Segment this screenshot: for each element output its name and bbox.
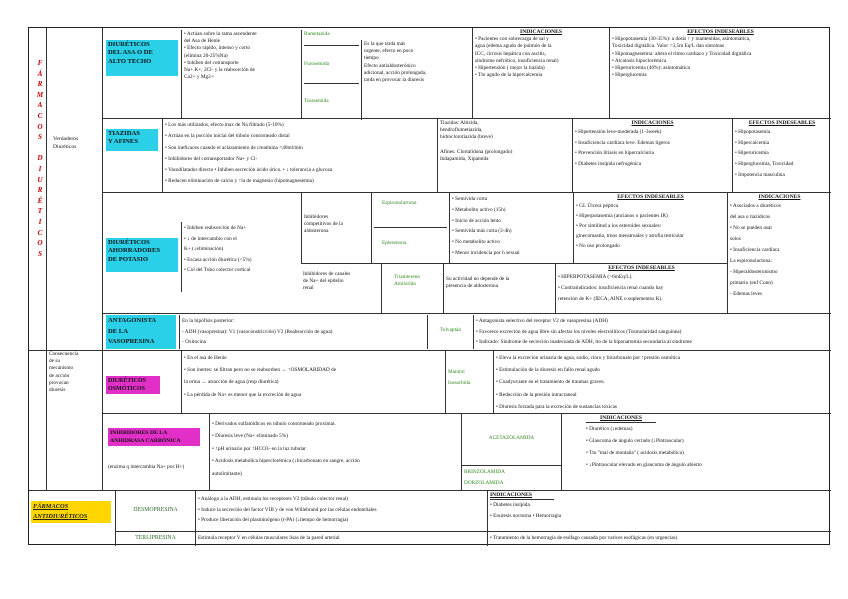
desmopressin-indications-title: INDICACIONES: [490, 492, 554, 500]
potassium-sparing-name: [106, 238, 178, 272]
mechanism-line: (elimina 20-25%Na): [184, 52, 228, 59]
drug-torasemide: Torasemida: [304, 98, 329, 104]
side-title-letter: F: [37, 59, 43, 67]
true-diuretics-label: Verdaderos Diuréticos: [53, 136, 79, 150]
note-line: Su actividad no depende de la: [446, 276, 510, 282]
mechanism-line: • Son ineficaces cuando el aclaramiento de creatinina <40ml/min: [165, 144, 303, 151]
drug-acetazolamide: ACETAZOLAMIDA: [461, 414, 561, 465]
mechanism-line: - Oxitocina: [182, 339, 206, 346]
note-line: adicional, acción prolongada,: [364, 69, 427, 76]
side-title-letter: [35, 143, 45, 154]
thiazide-adverse-title: EFECTOS INDESEABLES: [748, 120, 816, 126]
mechanism-line: del Asa de Henle: [184, 38, 221, 45]
mechanism-line: • Inhiben del cotransporte: [184, 59, 239, 66]
thiazide-indications-title: INDICACIONES: [631, 120, 674, 126]
mechanism-line: • Actúan en la porción inicial del túbulo contorneado distal: [165, 133, 290, 140]
loop-notes: [361, 40, 457, 120]
antidiuretics-title-line: FÁRMACOS: [33, 503, 69, 510]
indication-line: • Eleva la excreción urinaria de agua, sodio, cloro y bicarbonato por ↑presión osmótica: [496, 355, 681, 361]
ps-adverse-list: [576, 201, 725, 251]
adverse-effect-line: Toxicidad digitálica. Valor <3,5m Eq/L dan síntomas: [612, 43, 725, 50]
mechanism-line: • Col del Tubo colector cortical: [184, 267, 251, 274]
indication-line: • Diabetes insípida: [490, 502, 530, 509]
adverse-effect-line: • No uso prolongado: [576, 243, 620, 250]
vasopressin-mechanism: [179, 315, 427, 349]
ps-name-line: AHORRADORES: [108, 247, 161, 255]
adverse-effect-line: • Impotencia masculina: [735, 171, 785, 178]
side-title-cell: [29, 28, 47, 490]
ps-indications-title: INDICACIONES: [758, 194, 801, 200]
indication-line: primario (enf Conn): [730, 280, 773, 287]
indication-line: La espironolactona:: [730, 258, 772, 265]
thiazides-name: [106, 129, 158, 151]
loop-adverse: [609, 28, 831, 118]
mechanism-line: • Produce liberación del plasminógeno (t-PA) (↓tiempo de hemorragia): [198, 517, 349, 524]
adverse-effect-line: • Hiperglucemia: [612, 72, 647, 79]
terlipressin-mechanism: Estimula receptor V en células musculares lisas de la pared arterial: [195, 531, 487, 546]
carbonic-anhydrase-name: [108, 428, 200, 446]
loop-name-line: DIURÉTICOS: [108, 41, 150, 48]
adverse-effect-line: • Por similitud a los esteroides sexuales:: [576, 223, 662, 230]
indication-line: • Antagonista selectivo del receptor V2 de vasopresina (ADH): [476, 318, 608, 324]
drug-line: Indapamida, Xipamida: [440, 156, 489, 163]
indication-line: • Insuficiencia cardíaca: [730, 247, 780, 254]
true-diuretics-cell: [47, 28, 103, 350]
mechanism-line: • Vasodilatador directo • Inhiben secreción ácido úrico. • ↓ tolerancia a glucosa: [165, 167, 333, 174]
loop-mechanism: [181, 30, 301, 118]
indication-line: • Diabetes insípida nefrogénica: [575, 160, 642, 167]
adverse-effect-line: • Contraindicados: insuficiencia renal cuando hay: [558, 285, 664, 292]
potassium-sparing-mechanism: [181, 222, 301, 292]
drug-terlipressin: TERLIPRESINA: [115, 531, 195, 546]
mechanism-line: Ca2+ y Mg2+: [184, 74, 214, 81]
mechanism-line: • En el asa de Henle: [184, 355, 227, 361]
carbonic-anhydrase-mechanism: [209, 414, 461, 490]
vasopressin-indications: [473, 315, 831, 349]
side-title-letter: A: [37, 101, 43, 110]
thiazide-name-line: Y AFINES: [108, 138, 138, 146]
drug-spironolactone: Espironolactona: [374, 194, 447, 228]
drug-brinzolamide: BRINZOLAMIDA: [464, 469, 505, 475]
ac-indications-title: INDICACIONES: [586, 415, 656, 423]
drug-line: hidroclorotiazida (breve): [440, 134, 493, 141]
group-line: renal: [303, 285, 314, 292]
thiazide-name-line: TIAZIDAS: [108, 130, 140, 137]
adverse-effect-line: • Hiperglucemia, Toxicidad: [735, 160, 794, 167]
adverse-effect-line: • HIPERPOTASEMIA (>6mEq/L).: [558, 274, 633, 281]
adh-name-line: DE LA: [108, 327, 128, 335]
mechanism-line: la orina → atracción de agua (resp diurética): [184, 379, 279, 386]
adverse-effect-line: ginecomastia, trnos menstruales y atrofia testicular: [576, 233, 684, 240]
side-title-letter: R: [37, 80, 43, 89]
adverse-effect-line: • Hiperuricemia (40%): asintomática: [612, 65, 690, 72]
thiazides-adverse: [732, 119, 831, 192]
osm-name-line: OSMÓTICOS: [108, 386, 146, 393]
pharmacology-table: [28, 27, 830, 545]
loop-name-line: DEL ASA O DE: [108, 49, 153, 57]
sodium-channel-inhibitors: [301, 263, 381, 313]
side-title-letter: T: [37, 207, 43, 216]
ps-name-line: DIURÉTICOS: [108, 239, 150, 246]
loop-indications: [472, 28, 609, 118]
ps-name-line: DE POTASIO: [108, 255, 148, 263]
desmopressin-indications-list: [490, 500, 829, 521]
note-line: urgente, efecto en poco: [364, 48, 414, 55]
group-line: Inhibidores de canales: [303, 271, 351, 277]
note-line: • Metabolito activo (15h): [452, 206, 506, 213]
side-title: [35, 58, 45, 259]
indication-line: • Asociados a diuréticos: [730, 203, 781, 210]
mechanism-line: En la hipófisis posterior:: [182, 318, 235, 324]
sodium-channel-note: [443, 263, 555, 313]
ac-name-line: INHIBIDORES DE LA: [110, 430, 168, 436]
potassium-sparing-indications: [727, 193, 831, 313]
loop-indications-list: [475, 36, 607, 79]
indication-line: - Edemas leves: [730, 291, 763, 298]
ps-adverse-title: EFECTOS INDESEABLES: [617, 194, 684, 200]
mechanism-line: • Los más utilizados, efecto max de Na filtrado (5-10%): [165, 122, 284, 128]
antidiuretics-title-line: ANTIDIURÉTICOS: [33, 512, 88, 520]
side-title-letter: O: [37, 122, 43, 131]
indication-line: ICC, cirrosis hepática con ascitis,: [475, 50, 546, 57]
side-title-letter: I: [38, 164, 42, 173]
note-line: presencia de aldosterona: [446, 283, 499, 290]
mechanism-line: • Escasa acción diurética (<5%): [184, 256, 252, 263]
note-line: tarda en provocar la diuresis: [364, 77, 425, 84]
thiazide-adverse-list: [735, 127, 829, 180]
desmopressin-indications: [487, 491, 831, 531]
side-title-letter: Á: [37, 69, 43, 78]
description-line: mecanismo: [49, 365, 74, 372]
note-line: Efecto antialdosterónico: [364, 62, 416, 69]
loop-name-line: ALTO TECHO: [108, 57, 152, 65]
sodium-channel-adverse: [555, 263, 727, 313]
mechanism-line: Na+ K+, 2Cl- y la reabsorción de: [184, 67, 255, 74]
loop-diuretics-name: [106, 40, 178, 76]
indication-line: • Reducción de la presión intracraneal: [496, 391, 577, 398]
osmotic-description: [47, 350, 103, 490]
indication-line: del asa o tiazídicos: [730, 214, 771, 221]
indication-line: síndrome nefrótico, insuficiencia renal): [475, 57, 559, 64]
indication-line: • Prevención litiasis en hipercalciuria: [575, 150, 654, 157]
thiazides-indications: [572, 119, 732, 192]
ac-indications-list: [564, 423, 829, 471]
note-line: tiempo: [364, 55, 379, 62]
osm-name-line: DIURÉTICOS: [108, 378, 147, 384]
indication-line: solos: [730, 236, 741, 243]
mechanism-line: autolimitante): [212, 470, 242, 477]
aldosterone-adverse: [573, 193, 727, 263]
desmopressin-mechanism: [195, 491, 487, 531]
adverse-effect-line: • Hiperuricemia: [735, 150, 769, 157]
side-title-letter: M: [36, 90, 44, 99]
aldosterone-notes: [449, 193, 573, 263]
osmotic-name: [106, 376, 160, 394]
drug-desmopressin: DESMOPRESINA: [115, 491, 195, 531]
carbonic-anhydrase-note: (enzima q intercambia Na+ por H+): [108, 464, 185, 470]
side-title-letter: D: [37, 154, 43, 163]
mechanism-line: - ADH (vasopresina): V1 (vasoconstricción) V2 (Reabsorción de agua): [182, 328, 333, 335]
indication-line: • Tto "mal de montaña" ( acidosis metabólica): [586, 450, 684, 457]
ac-name-line: ANHIDRASA CARBÓNICA: [110, 438, 181, 445]
side-title-letter: C: [37, 111, 43, 120]
indication-line: • Diuresis forzada para la excreción de sustancias tóxicas: [496, 403, 617, 410]
drug-mannitol: Manitol: [448, 369, 465, 375]
note-line: • Semivida corta: [452, 196, 488, 202]
side-title-letter: C: [37, 228, 43, 237]
loop-adverse-list: [612, 36, 829, 79]
indication-line: • Insuficiencia cardíaca leve. Edemas ligeros: [575, 139, 670, 146]
vasopressin-antagonist-name: [106, 315, 176, 349]
side-title-letter: É: [37, 196, 43, 205]
mechanism-line: • Inhiben reabsorción de Na+: [184, 225, 247, 231]
mechanism-line: • Inhibidores del cotransportador Na+ y Cl-: [165, 155, 258, 162]
sc-adverse-list: [558, 272, 725, 305]
adverse-effect-line: • Hipopotasemia (30-35%): a dosis ↑ y mantenidas, asintomática,: [612, 36, 751, 43]
mechanism-line: • ↑pH urinario por ↑HCO3- en la luz tubular: [212, 445, 306, 452]
adverse-effect-line: • GI. Úlcera péptica: [576, 203, 619, 210]
drug-tolvaptan: Tolvaptán: [427, 315, 473, 349]
side-title-letter: S: [38, 133, 42, 142]
note-line: • Inicio de acción lento: [452, 217, 501, 224]
drug-isosorbide: Isosorbida: [448, 380, 471, 386]
adverse-effect-line: retención de K+ (IECA, AINE o suplementos K).: [558, 296, 663, 303]
drug-eplerenone: Eplerenona: [382, 240, 407, 246]
mechanism-line: • ↓ de intercambio con el: [184, 235, 237, 242]
note-line: • No metabolito activo: [452, 239, 500, 246]
indication-line: • Estimulación de la diuresis en fallo renal agudo: [496, 367, 600, 374]
adh-name-line: VASOPRESINA: [108, 338, 155, 346]
indication-line: • Tto agudo de la hipercalcemia: [475, 72, 543, 79]
carbonic-anhydrase-indications: [561, 414, 831, 490]
adverse-effect-line: • Alcalosis hipoclorémica: [612, 57, 667, 64]
mechanism-line: • Análogo a la ADH, estimula los receptores V2 (túbulo colector renal): [198, 496, 349, 502]
note-line: • Semivida más corta (3-4h): [452, 228, 512, 235]
drug-bumetanide: Bumetanida: [304, 31, 359, 46]
drug-line: [440, 142, 570, 149]
indication-line: • Favorece excreción de agua libre sin afectar los niveles electrolíticos (Tosmolaridad sanguínea): [476, 328, 682, 335]
drug-line: bendroflumetiazida,: [440, 127, 483, 134]
indication-line: • ↓Pintraocular elevado en glaucoma de ángulo abierto: [586, 462, 702, 469]
side-title-letter: S: [38, 249, 42, 258]
indication-line: • Pacientes con sobrecarga de sal y: [475, 36, 549, 43]
mechanism-line: • Derivados sulfamídicos en túbulo contorneado proximal.: [212, 421, 336, 427]
description-line: diuresis: [49, 387, 66, 394]
loop-adverse-title: EFECTOS INDESEABLES: [687, 29, 754, 35]
adverse-effect-line: • Hipomagnesemia: altera el ritmo cardíaco y Toxicidad digitálica: [612, 50, 752, 57]
description-line: Consecuencia: [49, 351, 79, 357]
adverse-effect-line: • Hipercalcemia: [735, 139, 770, 146]
side-title-letter: I: [38, 217, 42, 226]
ps-indications-list: [730, 201, 829, 300]
mechanism-line: K+ (↓eliminación): [184, 246, 224, 253]
drug-dorzolamide: DORZOLAMIDA: [464, 480, 504, 486]
indication-line: • Coadyuvante en el tratamiento de traumas graves.: [496, 379, 605, 386]
mechanism-line: • Son inertes: se filtran pero no se reabsorben → ↑OSMOLARIDAD de: [184, 367, 337, 374]
indication-line: • Diurético (↓edemas): [586, 426, 633, 433]
side-title-letter: U: [37, 175, 43, 184]
drug-triamterene: Triamtereno: [394, 274, 420, 280]
group-line: competitivos de la: [304, 221, 343, 228]
osmotic-indications: [493, 351, 831, 413]
indication-line: - Hiperaldosteronismo: [730, 269, 778, 276]
ophthalmic-drugs: [461, 465, 561, 490]
adverse-effect-line: • Hiperpotasemia (ancianos o pacientes IR): [576, 213, 668, 220]
group-line: aldosterona: [304, 228, 329, 235]
antidiuretics-title: [31, 501, 111, 523]
mechanism-line: • Diuresis leve (Na+ eliminado 5%): [212, 433, 288, 440]
mechanism-line: • La pérdida de Na+ es menor que la excreción de agua: [184, 391, 302, 398]
loop-indications-title: INDICACIONES: [520, 29, 562, 35]
group-line: de Na+ del epitelio: [303, 278, 344, 285]
indication-line: • Indicado: Síndrome de secreción inadecuada de ADH, tto de la hiponatremia secundaria al síndrome: [476, 339, 692, 346]
adh-name-line: ANTAGONISTA: [108, 317, 157, 324]
side-title-letter: R: [37, 186, 43, 195]
drug-line: Afines: Clortalidona (prolongado): [440, 148, 513, 155]
mechanism-line: • Reducen eliminación de calcio y ↑la de magnesio (hipomagnesemia): [165, 178, 314, 185]
indication-line: • Hipertensión ( mejor la tiazida): [475, 65, 545, 72]
sc-adverse-title: EFECTOS INDESEABLES: [608, 265, 675, 271]
adverse-effect-line: • Hipopotasemia: [735, 129, 771, 136]
description-line: de su: [49, 358, 61, 365]
description-line: de acción: [49, 372, 70, 379]
aldosterone-drugs: [371, 193, 449, 263]
thiazides-mechanism: [162, 119, 437, 192]
osmotic-mechanism: [181, 351, 445, 413]
drug-amiloride: Amilorida: [394, 281, 416, 288]
loop-drugs: [301, 30, 361, 118]
terlipressin-indications: • Tratamiento de la hemorragia de esófago causada por varices esofágicas (en urgencias): [487, 531, 831, 546]
drug-line: Tiazidas: Altizida,: [440, 120, 479, 126]
group-line: Inhibidores: [304, 214, 329, 220]
mechanism-line: • Actúan sobre la rama ascendente: [184, 31, 257, 37]
osmotic-drugs: [445, 351, 493, 413]
sodium-channel-drugs: [381, 263, 443, 313]
thiazide-indications-list: [575, 127, 730, 169]
drug-furosemide: Furosemida: [304, 46, 359, 84]
indication-line: agua (edema agudo de pulmón de la: [475, 43, 552, 50]
aldosterone-inhibitors: [301, 193, 371, 263]
note-line: • Menor incidencia por h sexual: [452, 249, 520, 256]
side-title-letter: O: [37, 239, 43, 248]
indication-line: • Glaucoma de ángulo cerrado (↓Pintraocular): [586, 438, 684, 445]
mechanism-line: • Efecto rápido, intenso y corto: [184, 45, 250, 52]
description-line: provocan: [49, 379, 69, 386]
thiazides-drugs: [437, 119, 572, 192]
mechanism-line: • Acidosis metabólica hiperclorémica (↓bicarbonato en sangre, acción: [212, 458, 360, 465]
indication-line: • Hipertensión leve-moderada (1-3week): [575, 129, 662, 136]
mechanism-line: • Induce la secreción del factor VIII y de von Willebrand por las células endoteliales: [198, 506, 377, 513]
note-line: Es la que tarda más: [364, 41, 406, 47]
indication-line: • No se pueden usar: [730, 225, 773, 232]
indication-line: • Enuresis nocturna • Hemorragia: [490, 512, 562, 519]
